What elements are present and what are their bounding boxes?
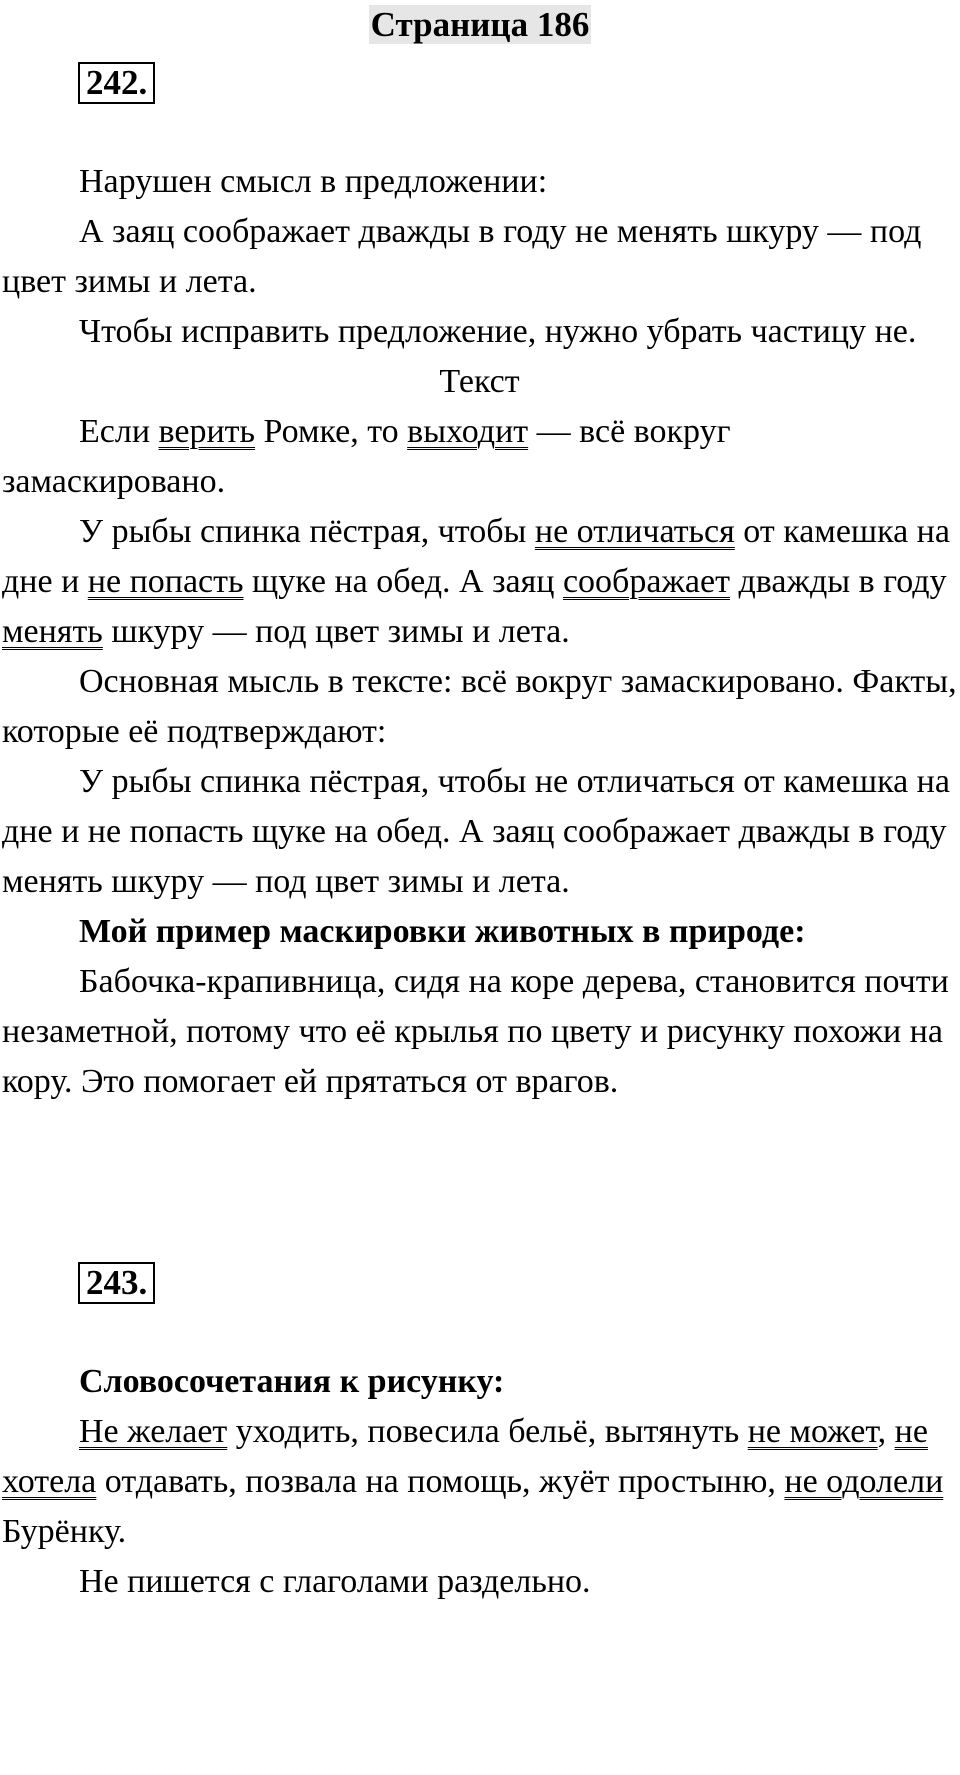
paragraph-meaning-broken: Нарушен смысл в предложении: — [79, 163, 548, 200]
underlined-verb: выходит — [407, 413, 529, 450]
paragraph-wrong-sentence: А заяц соображает дважды в году не менять шкуру — под цвет зимы и лета. — [2, 213, 922, 300]
example-heading: Мой пример маскировки животных в природе: — [79, 913, 806, 950]
task-number-243: 243. — [78, 1262, 155, 1304]
underlined-verb: не попасть — [87, 563, 244, 600]
paragraph-butterfly: Бабочка-крапивница, сидя на коре дерева, становится почти незаметной, потому что её крылья по цвету и рисунку похожи на кору. Это помогает ей прятаться от врагов. — [2, 963, 949, 1100]
text-heading: Текст — [439, 363, 520, 400]
paragraph-rule: Не пишется с глаголами раздельно. — [79, 1563, 591, 1600]
underlined-verb: не может — [747, 1413, 878, 1450]
phrases-heading: Словосочетания к рисунку: — [79, 1363, 505, 1400]
underlined-verb: соображает — [562, 563, 730, 600]
paragraph-romka: Если верить Ромке, то выходит — всё вокруг замаскировано. — [2, 413, 731, 500]
underlined-verb: Не желает — [79, 1413, 228, 1450]
page-title-text: Страница 186 — [370, 5, 590, 44]
paragraph-fix: Чтобы исправить предложение, нужно убрать частицу не. — [79, 313, 917, 350]
task-243-body — [2, 1357, 957, 1607]
paragraph-facts: У рыбы спинка пёстрая, чтобы не отличаться от камешка на дне и не попасть щуке на обед. А заяц соображает дважды в году менять шкуру — под цвет зимы и лета. — [2, 763, 950, 900]
task-number-242: 242. — [78, 62, 155, 104]
underlined-verb: не отличаться — [534, 513, 735, 550]
underlined-verb: не хотела — [2, 1413, 928, 1500]
page-title — [0, 2, 960, 48]
paragraph-phrases: Не желает уходить, повесила бельё, вытянуть не может, не хотела отдавать, позвала на помощь, жуёт простыню, не одолели Бурёнку. — [2, 1413, 944, 1550]
paragraph-main-idea: Основная мысль в тексте: всё вокруг замаскировано. Факты, которые её подтверждают: — [2, 663, 957, 750]
underlined-verb: верить — [158, 413, 256, 450]
paragraph-fish-hare-marked: У рыбы спинка пёстрая, чтобы не отличаться от камешка на дне и не попасть щуке на обед. А заяц соображает дважды в году менять шкуру — под цвет зимы и лета. — [2, 513, 950, 650]
task-242-body — [2, 157, 957, 1107]
underlined-verb: менять — [2, 613, 103, 650]
underlined-verb: не одолели — [784, 1463, 944, 1500]
